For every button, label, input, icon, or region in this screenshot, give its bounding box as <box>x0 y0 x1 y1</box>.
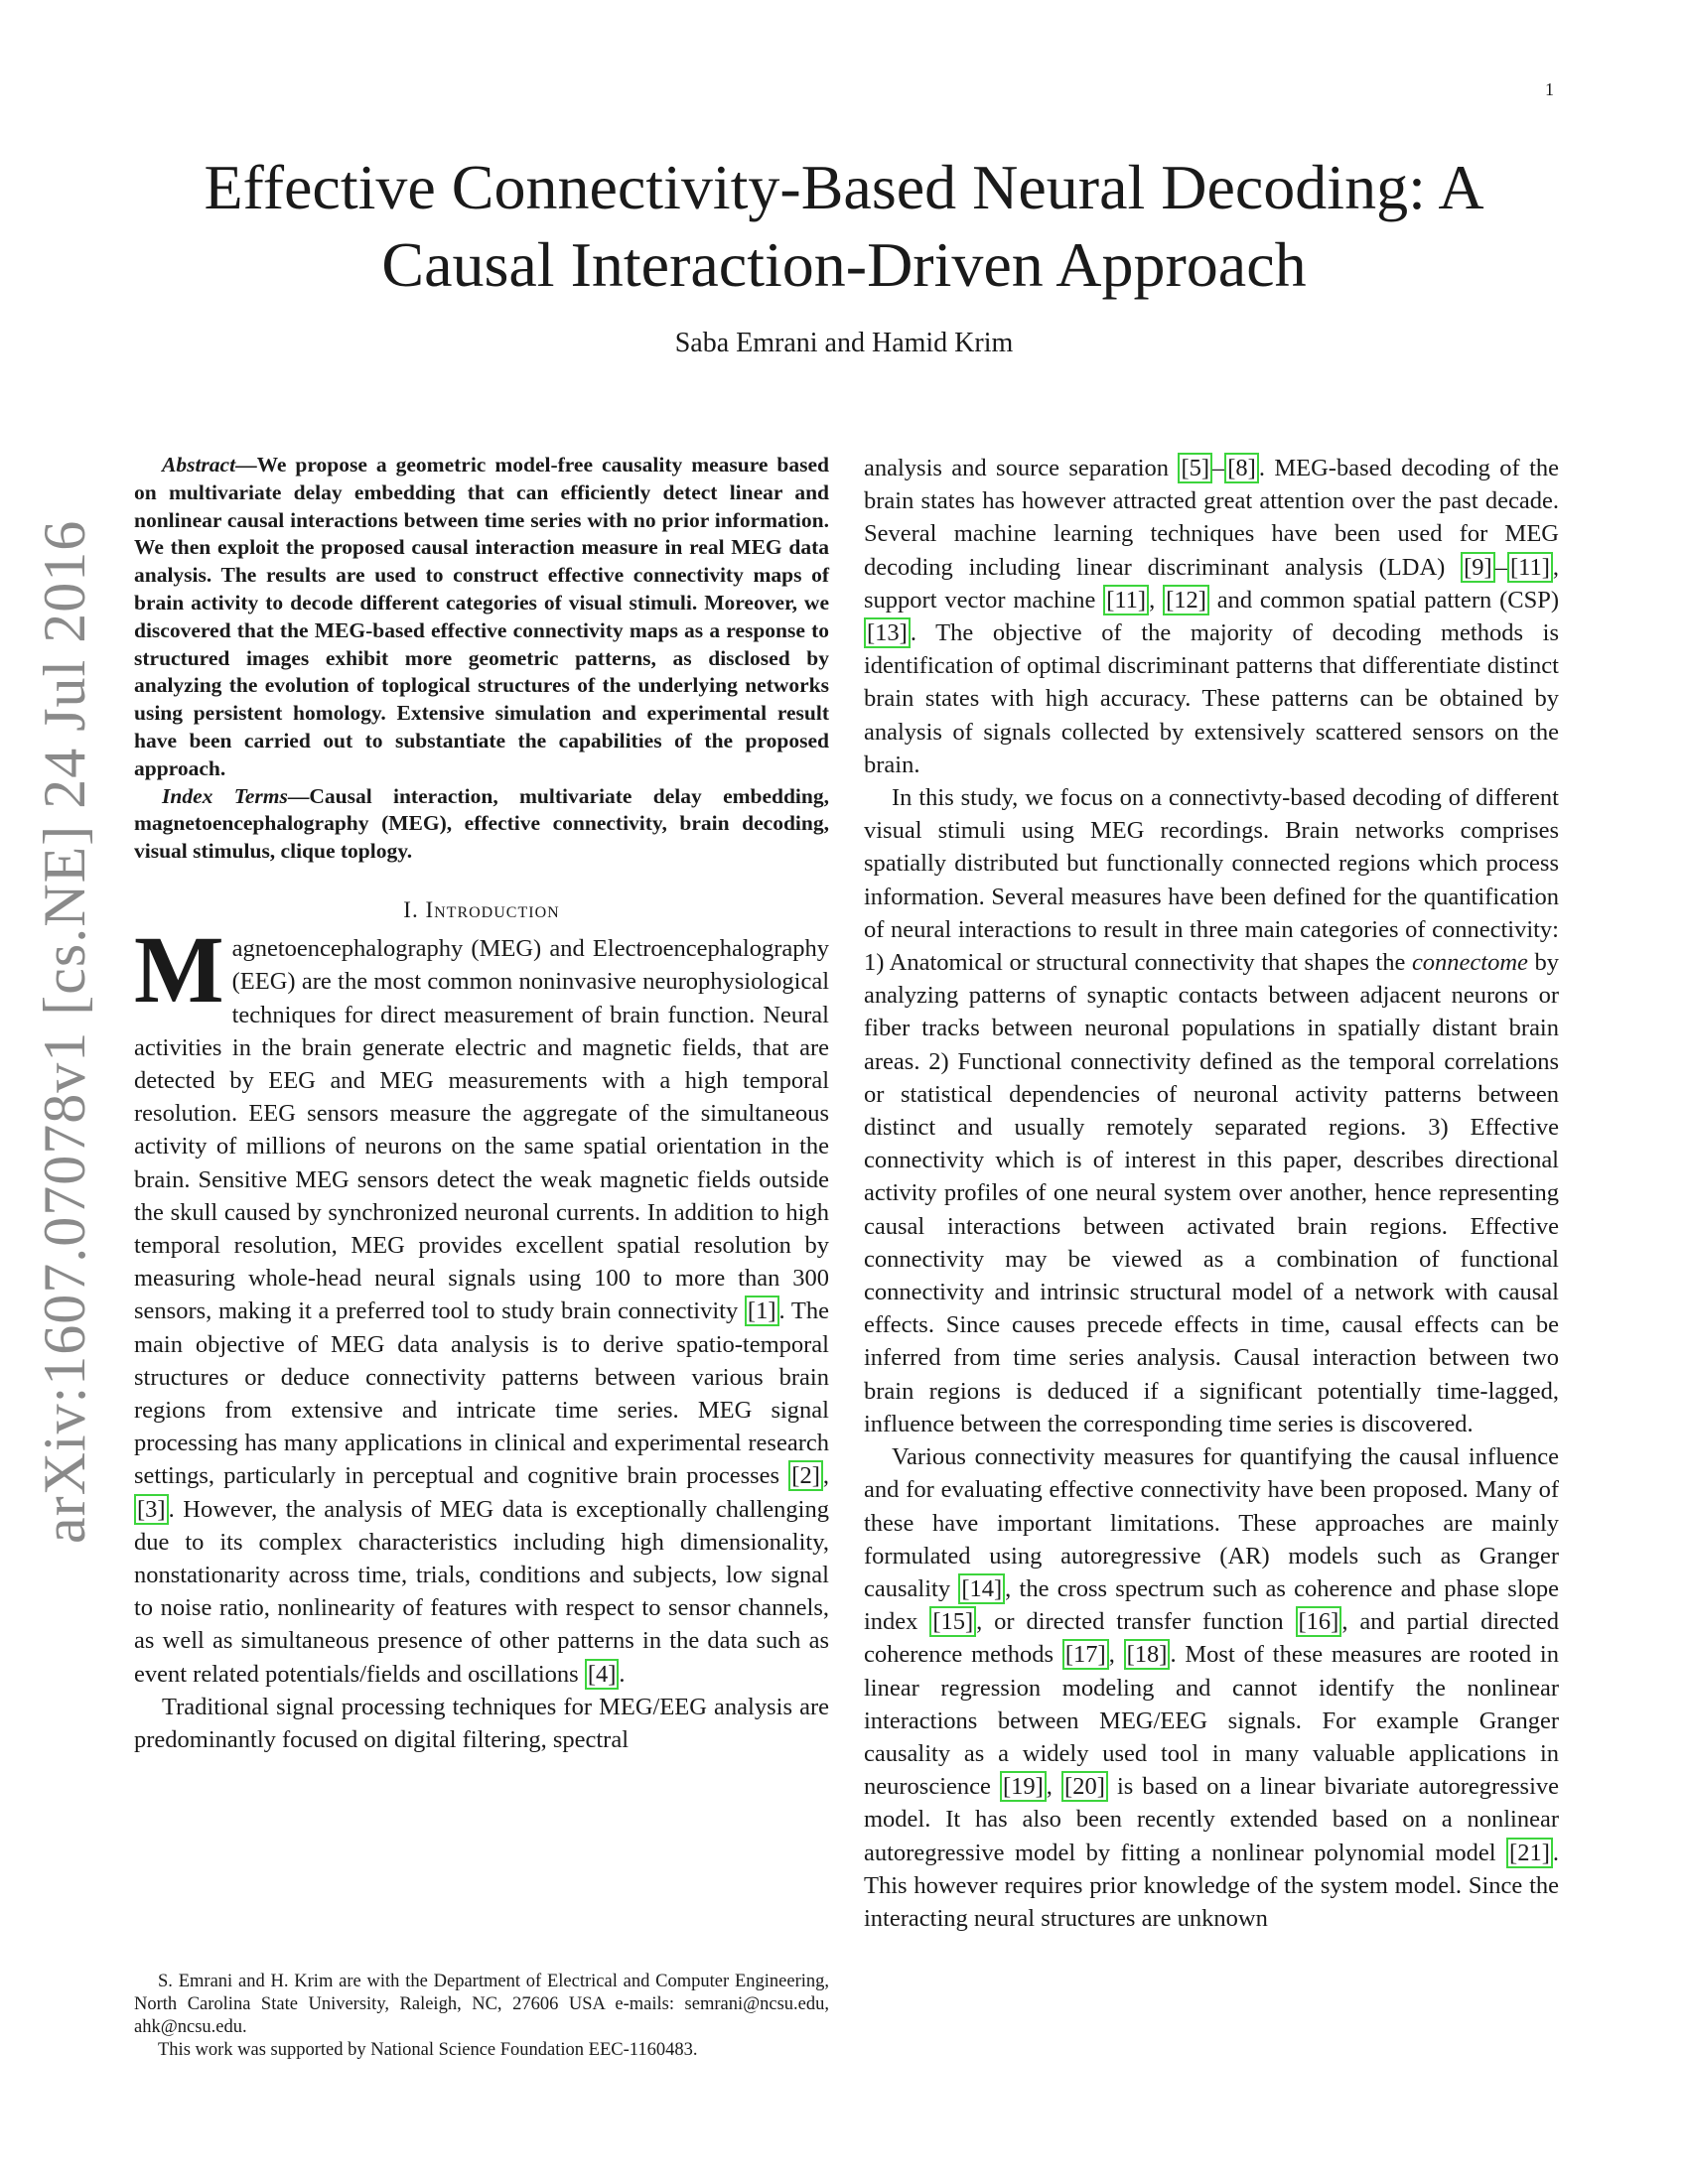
citation-link[interactable]: [15] <box>929 1606 976 1637</box>
footnotes <box>134 1971 829 2062</box>
emphasis-connectome: connectome <box>1411 949 1528 977</box>
intro-text: . The main objective of MEG data analysis is to derive spatio-temporal structures or deduce connectivity patterns between various brain regions from extensive and intricate time series. MEG signal processing has many applications in clinical and experimental research settings, particularly in perceptual and cognitive brain processes <box>134 1297 829 1490</box>
body-text: , and partial directed coherence methods <box>864 1608 1559 1669</box>
title-line-2: Causal Interaction-Driven Approach <box>381 229 1307 300</box>
citation-link[interactable]: [9] <box>1461 552 1495 583</box>
body-text: – <box>1212 455 1225 481</box>
citation-link[interactable]: [8] <box>1224 453 1259 483</box>
body-text: , <box>1149 586 1164 614</box>
paper-title <box>139 149 1549 304</box>
citation-link[interactable]: [4] <box>585 1659 620 1690</box>
citation-link[interactable]: [16] <box>1296 1606 1342 1637</box>
intro-text: . <box>619 1660 626 1688</box>
abstract <box>134 452 829 783</box>
citation-link[interactable]: [14] <box>958 1573 1005 1604</box>
body-text: , <box>1046 1773 1062 1801</box>
citation-link[interactable]: [20] <box>1061 1771 1108 1802</box>
right-column <box>864 452 1559 1935</box>
intro-text: . However, the analysis of MEG data is exceptionally challenging due to its complex characteristics including high dimensionality, nonstationarity across time, trials, conditions and subjects, low signal to noise ratio, nonlinearity of features with respect to sensor channels, as well as simultaneous presence of other patterns in the data such as event related potentials/fields and oscillations <box>134 1495 829 1688</box>
citation-link[interactable]: [18] <box>1124 1639 1171 1670</box>
drop-cap: M <box>134 916 224 1024</box>
authors: Saba Emrani and Hamid Krim <box>674 328 1014 358</box>
body-text: and common spatial pattern (CSP) <box>1208 586 1560 614</box>
intro-paragraph-1 <box>134 916 829 1691</box>
body-text: analysis and source separation <box>864 455 1179 481</box>
intro-text: , <box>822 1462 829 1490</box>
arxiv-identifier-stamp: arXiv:1607.07078v1 [cs.NE] 24 Jul 2016 <box>32 519 97 1544</box>
right-paragraph-1 <box>864 452 1559 781</box>
body-text: , <box>1108 1641 1124 1669</box>
right-paragraph-3 <box>864 1440 1559 1935</box>
citation-link[interactable]: [11] <box>1507 552 1553 583</box>
index-terms-text: —Causal interaction, multivariate delay embedding, magnetoencephalography (MEG), effective connectivity, brain decoding, visual stimulus, clique toplogy. <box>134 783 829 864</box>
left-column <box>134 452 829 1756</box>
title-line-1: Effective Connectivity-Based Neural Decoding: A <box>204 152 1484 222</box>
index-terms-lead: Index Terms <box>162 783 288 808</box>
section-heading-introduction <box>134 893 829 926</box>
body-text: is based on a linear bivariate autoregressive model. It has also been recently extended based on a nonlinear autoregressive model by fitting a nonlinear polynomial model <box>864 1773 1560 1866</box>
section-title: Introduction <box>425 896 560 922</box>
body-text: , or directed transfer function <box>976 1608 1296 1636</box>
section-number: I. <box>403 896 419 922</box>
citation-link[interactable]: [1] <box>745 1296 779 1326</box>
right-paragraph-2 <box>864 781 1559 1440</box>
footnote-affiliation: S. Emrani and H. Krim are with the Department of Electrical and Computer Engineering, North Carolina State University, Raleigh, NC, 27606 USA e-mails: semrani@ncsu.edu, ahk@ncsu.edu. <box>134 1972 829 2037</box>
citation-link[interactable]: [13] <box>864 617 911 648</box>
body-text: Various connectivity measures for quantifying the causal influence and for evaluating effective connectivity have been proposed. Many of these have important limitations. These approaches are mainly formulated using autoregressive (AR) models such as Granger causality <box>864 1443 1559 1602</box>
body-text: , support vector machine <box>864 553 1559 614</box>
abstract-text: —We propose a geometric model-free causality measure based on multivariate delay embedding that can efficiently detect linear and nonlinear causal interactions between time series with no prior information. We then exploit the proposed causal interaction measure in real MEG data analysis. The results are used to construct effective connectivity maps of brain activity to decode different categories of visual stimuli. Moreover, we discovered that the MEG-based effective connectivity maps as a response to structured images exhibit more geometric patterns, as disclosed by analyzing the evolution of toplogical structures of the underlying networks using persistent homology. Extensive simulation and experimental result have been carried out to substantiate the capabilities of the proposed approach. <box>134 453 829 780</box>
body-text: by analyzing patterns of synaptic contacts between adjacent neurons or fiber tracks between neuronal populations in spatially distant brain areas. 2) Functional connectivity defined as the temporal correlations or statistical dependencies of neuronal activity patterns between distinct and usually remotely separated regions. 3) Effective connectivity which is of interest in this paper, describes directional activity profiles of one neural system over another, hence representing causal interactions between activated brain regions. Effective connectivity may be viewed as a combination of functional connectivity and intrinsic structural model of a network with causal effects. Since causes precede effects in time, causal effects can be inferred from time series analysis. Causal interaction between two brain regions is deduced if a significant potentially time-lagged, influence between the corresponding time series is discovered. <box>864 949 1560 1437</box>
footnote-funding: This work was supported by National Science Foundation EEC-1160483. <box>158 2040 698 2060</box>
abstract-lead: Abstract <box>162 453 236 477</box>
body-text: – <box>1494 553 1507 581</box>
body-text: . This however requires prior knowledge of the system model. Since the interacting neural structures are unknown <box>864 1839 1559 1932</box>
page-number: 1 <box>1545 79 1554 99</box>
citation-link[interactable]: [5] <box>1178 453 1212 483</box>
citation-link[interactable]: [12] <box>1163 585 1209 615</box>
citation-link[interactable]: [11] <box>1103 585 1149 615</box>
intro-text: agnetoencephalography (MEG) and Electroencephalography (EEG) are the most common noninvasive neurophysiological techniques for direct measurement of brain function. Neural activities in the brain generate electric and magnetic fields, that are detected by EEG and MEG measurements with a high temporal resolution. EEG sensors measure the aggregate of the simultaneous activity of millions of neurons on the same spatial orientation in the brain. Sensitive MEG sensors detect the weak magnetic fields outside the skull caused by synchronized neuronal currents. In addition to high temporal resolution, MEG provides excellent spatial resolution by measuring whole-head neural signals using 100 to more than 300 sensors, making it a preferred tool to study brain connectivity <box>134 935 829 1325</box>
body-text: . The objective of the majority of decoding methods is identification of optimal discriminant patterns that differentiate distinct brain states with high accuracy. These patterns can be obtained by analysis of signals collected by extensively scattered sensors on the brain. <box>864 619 1559 778</box>
intro-paragraph-2: Traditional signal processing techniques for MEG/EEG analysis are predominantly focused on digital filtering, spectral <box>134 1693 829 1754</box>
citation-link[interactable]: [17] <box>1062 1639 1109 1670</box>
citation-link[interactable]: [19] <box>1000 1771 1047 1802</box>
index-terms <box>134 783 829 866</box>
citation-link[interactable]: [3] <box>134 1494 169 1525</box>
body-text: In this study, we focus on a connectivty-based decoding of different visual stimuli using MEG recordings. Brain networks comprises spatially distributed but functionally connected regions which process information. Several measures have been defined for the quantification of neural interactions to result in three main categories of connectivity: 1) Anatomical or structural connectivity that shapes the <box>864 784 1559 977</box>
citation-link[interactable]: [21] <box>1506 1838 1553 1868</box>
citation-link[interactable]: [2] <box>788 1460 823 1491</box>
body-text: , the cross spectrum such as coherence and phase slope index <box>864 1574 1560 1636</box>
body-text: . Most of these measures are rooted in linear regression modeling and cannot identify the nonlinear interactions between MEG/EEG signals. For example Granger causality as a widely used tool in many valuable applications in neuroscience <box>864 1641 1559 1801</box>
body-text: . MEG-based decoding of the brain states has however attracted great attention over the past decade. Several machine learning techniques have been used for MEG decoding including linear discriminant analysis (LDA) <box>864 455 1559 581</box>
